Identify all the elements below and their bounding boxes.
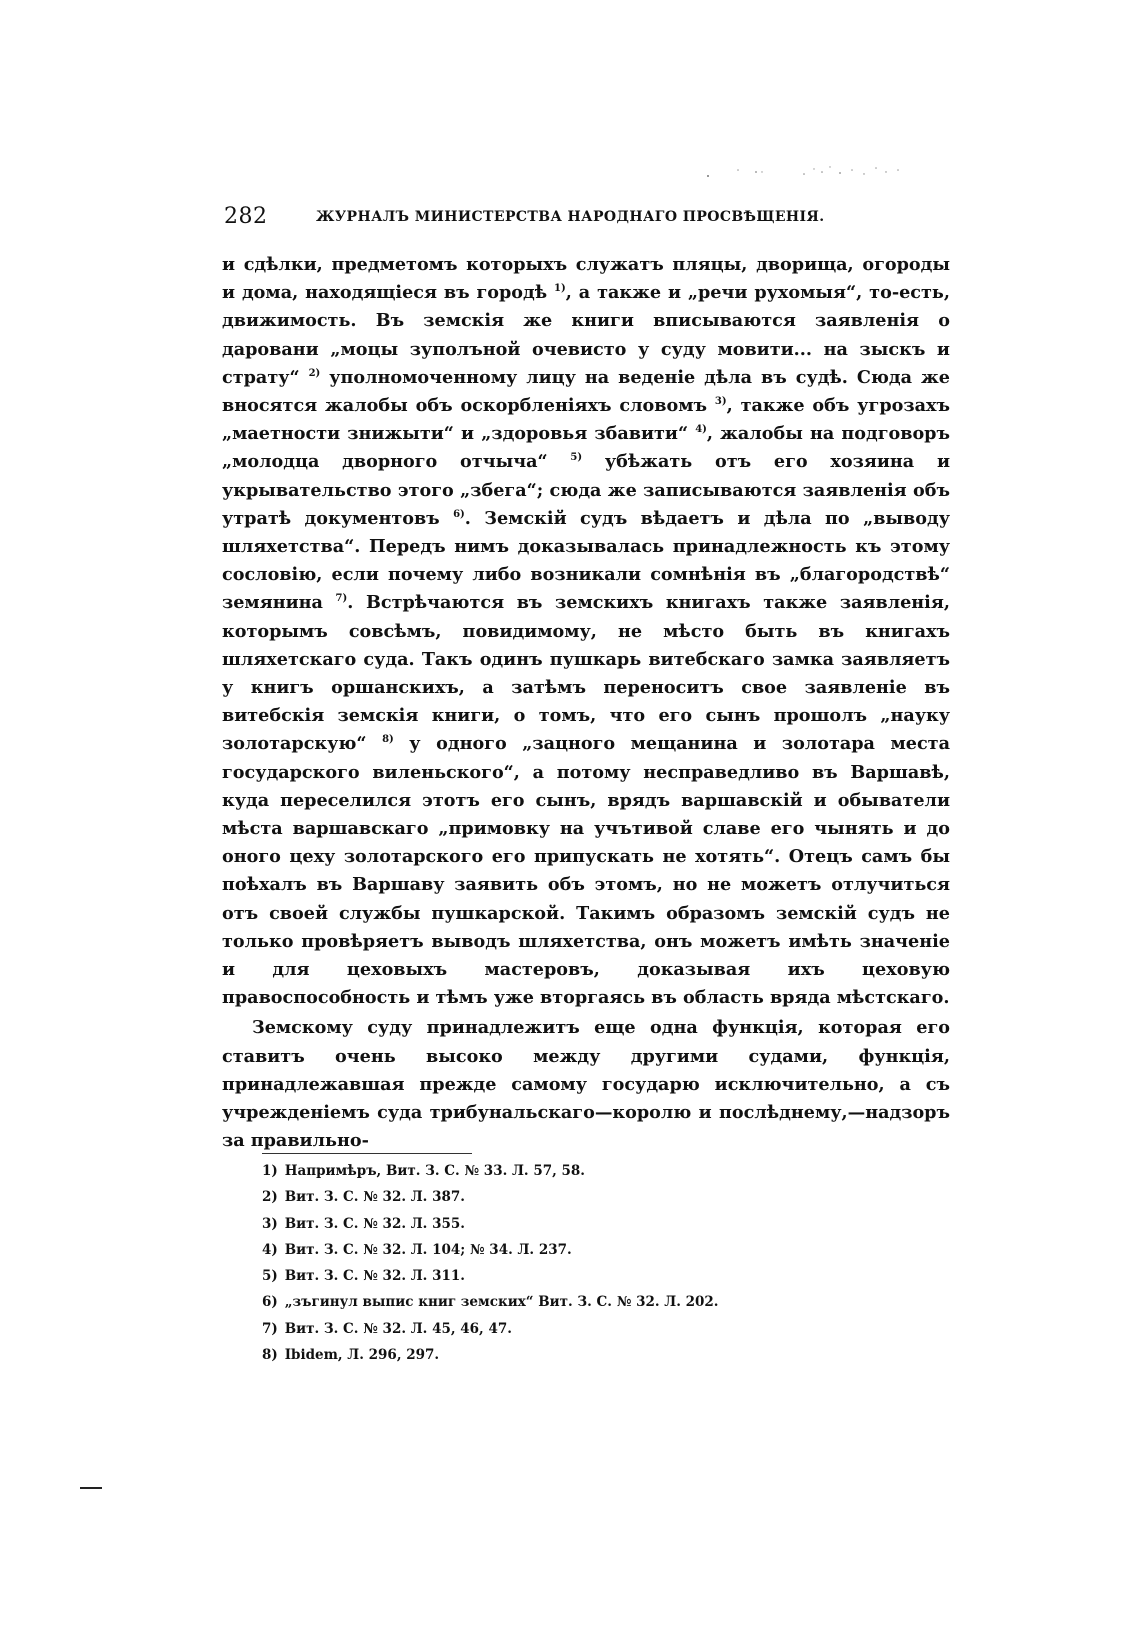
text-run: и сдѣлки, предметомъ которыхъ служатъ пляцы, дворища, огороды и дома, находящіеся въ городѣ bbox=[222, 254, 950, 304]
text-run: . Земскій судъ вѣдаетъ и дѣла по „выводу шляхетства“. Передъ нимъ доказывалась принадлежность къ этому сословію, если почему либо возникали сомнѣнія въ „благородствѣ“ земянина bbox=[222, 507, 950, 614]
scan-artifact-specks bbox=[700, 160, 940, 184]
footnote-text: Вит. З. С. № 32. Л. 387. bbox=[284, 1189, 465, 1206]
text-run: . Встрѣчаются въ земскихъ книгахъ также заявленія, которымъ совсѣмъ, повидимому, не мѣсто быть въ книгахъ шляхетскаго суда. Такъ одинъ пушкарь витебскаго замка заявляетъ у книгъ оршанскихъ, а затѣмъ переноситъ свое заявленіе въ витебскія земскія книги, о томъ, что его сынъ прошолъ „науку золотарскую“ bbox=[222, 592, 950, 755]
footnote-text: Вит. З. С. № 32. Л. 45, 46, 47. bbox=[284, 1320, 512, 1337]
footnote-reference: 1) bbox=[554, 283, 566, 295]
footnote-text: Вит. З. С. № 32. Л. 355. bbox=[284, 1215, 465, 1232]
footnote-text: Вит. З. С. № 32. Л. 311. bbox=[284, 1268, 465, 1285]
footnote-mark: 5) bbox=[262, 1268, 278, 1285]
footnote bbox=[262, 1289, 902, 1315]
text-run: , жалобы на подговоръ „молодца дворного отчыча“ bbox=[222, 423, 950, 473]
footnote bbox=[262, 1211, 902, 1237]
footnote bbox=[262, 1342, 902, 1368]
text-run: Земскому суду принадлежитъ еще одна функція, которая его ставитъ очень высоко между другими судами, функція, принадлежавшая прежде самому государю исключительно, а съ учрежденіемъ суда трибунальскаго—королю и послѣднему,—надзоръ за правильно- bbox=[222, 1017, 950, 1152]
footnote bbox=[262, 1237, 902, 1263]
footnote-reference: 5) bbox=[570, 452, 583, 464]
text-run: , также объ угрозахъ „маетности знижыти“ и „здоровья збавити“ bbox=[222, 395, 950, 445]
paragraph bbox=[222, 251, 950, 1012]
footnote-mark: 3) bbox=[262, 1215, 278, 1232]
text-run: , а также и „речи рухомыя“, то-есть, движимость. Въ земскія же книги вписываются заявленія о даровани „моцы зуполъной очевисто у суду мовити... на зыскъ и страту“ bbox=[222, 282, 950, 388]
footnote-mark: 4) bbox=[262, 1241, 278, 1258]
footnote-reference: 3) bbox=[714, 396, 727, 408]
footnote-divider bbox=[262, 1153, 472, 1154]
footnote-reference: 6) bbox=[453, 508, 465, 520]
footnote-text: Ibidem, Л. 296, 297. bbox=[284, 1347, 440, 1364]
scan-margin-mark bbox=[80, 1487, 102, 1489]
footnote-mark: 2) bbox=[262, 1189, 278, 1206]
footnote bbox=[262, 1158, 902, 1184]
footnote-reference: 7) bbox=[335, 593, 348, 605]
footnote bbox=[262, 1263, 902, 1289]
footnote-reference: 2) bbox=[308, 367, 321, 379]
running-title: ЖУРНАЛЪ МИНИСТЕРСТВА НАРОДНАГО ПРОСВѢЩЕНІЯ. bbox=[316, 209, 825, 225]
text-run: у одного „зацного мещанина и золотара места государского виленьского“, а потому несправедливо въ Варшавѣ, куда переселился этотъ его сынъ, врядъ варшавскій и обыватели мѣста варшавскаго „примовку на учътивой славе его чынять и до оного цеху золотарского его припускать не хотять“. Отецъ самъ бы поѣхалъ въ Варшаву заявить объ этомъ, но не можетъ отлучиться отъ своей службы пушкарской. Такимъ образомъ земскій судъ не только провѣряетъ выводъ шляхетства, онъ можетъ имѣть значеніе и для цеховыхъ мастеровъ, доказывая ихъ цеховую правоспособность и тѣмъ уже вторгаясь въ область вряда мѣстскаго. bbox=[222, 733, 950, 1009]
body-text bbox=[222, 251, 950, 1156]
footnote-reference: 4) bbox=[695, 424, 707, 436]
footnote bbox=[262, 1316, 902, 1342]
footnote-text: „зъгинул выпис книг земских“ Вит. З. С. № 32. Л. 202. bbox=[284, 1294, 719, 1311]
footnote-text: Напримѣръ, Вит. З. С. № 33. Л. 57, 58. bbox=[284, 1163, 585, 1179]
text-run: убѣжать отъ его хозяина и укрывательство этого „збега“; сюда же записываются заявленія объ утратѣ документовъ bbox=[222, 451, 950, 529]
footnotes-list bbox=[262, 1158, 902, 1368]
footnote-text: Вит. З. С. № 32. Л. 104; № 34. Л. 237. bbox=[284, 1241, 572, 1258]
footnote-mark: 1) bbox=[262, 1163, 278, 1179]
footnote-mark: 6) bbox=[262, 1294, 278, 1311]
page-number: 282 bbox=[224, 204, 268, 229]
paragraph bbox=[222, 1014, 950, 1155]
page-header bbox=[224, 204, 864, 238]
text-run: уполномоченному лицу на веденіе дѣла въ судѣ. Сюда же вносятся жалобы объ оскорбленіяхъ словомъ bbox=[222, 366, 950, 417]
footnote-reference: 8) bbox=[382, 734, 394, 746]
footnote bbox=[262, 1184, 902, 1210]
footnote-mark: 8) bbox=[262, 1347, 278, 1364]
footnote-mark: 7) bbox=[262, 1320, 278, 1337]
